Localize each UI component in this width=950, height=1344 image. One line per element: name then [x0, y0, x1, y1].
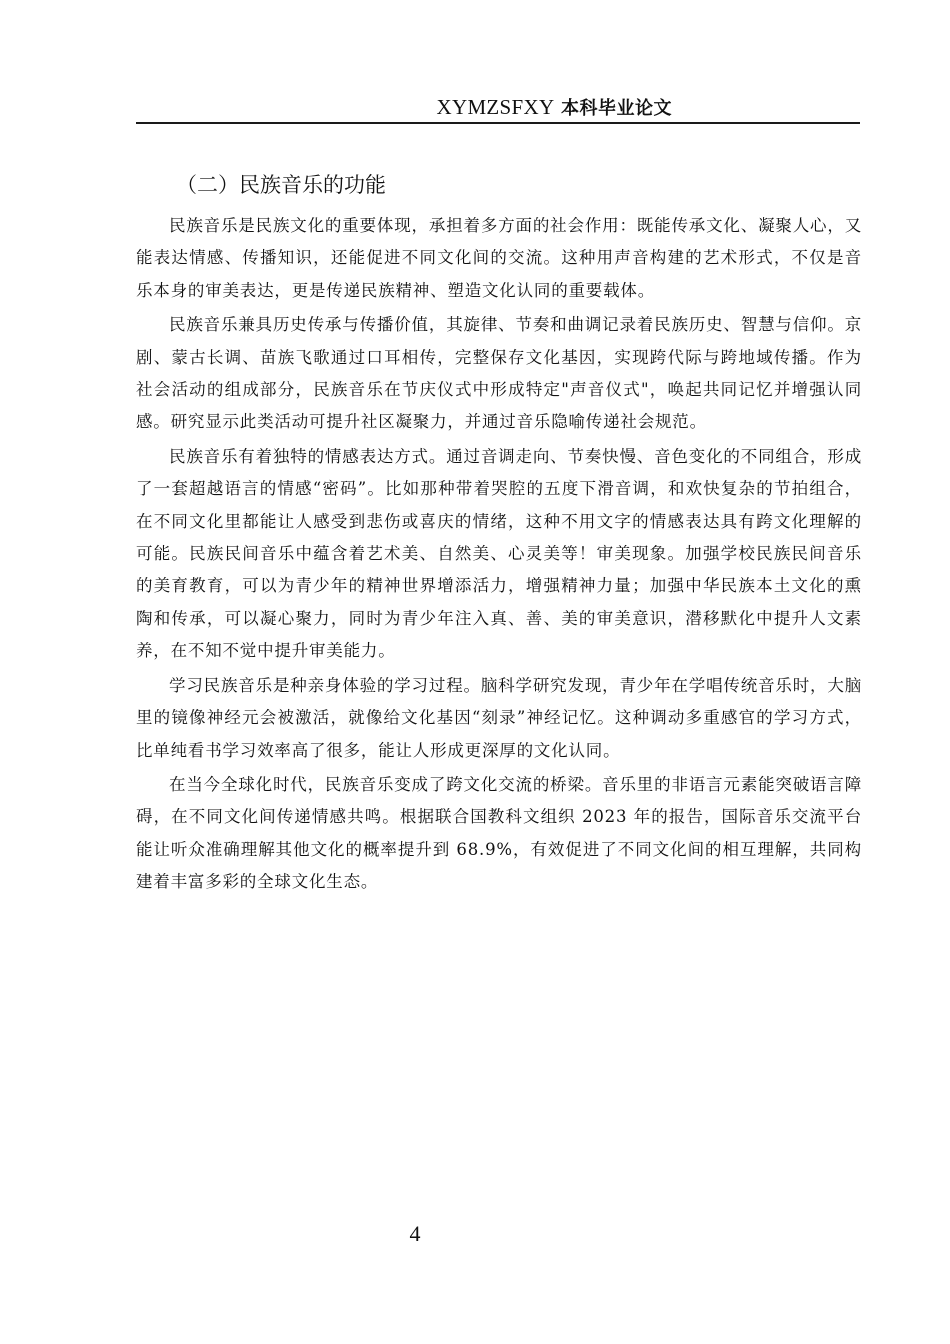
paragraph: 在当今全球化时代，民族音乐变成了跨文化交流的桥梁。音乐里的非语言元素能突破语言障碍，在不同文化间传递情感共鸣。根据联合国教科文组织 2023 年的报告，国际音乐交流平台能让听众准确理解其他文化的概率提升到 68.9%，有效促进了不同文化间的相互理解，共同构建着丰富多彩的全球文化生态。: [136, 774, 862, 892]
section-heading: （二）民族音乐的功能: [176, 173, 386, 197]
paragraph: 民族音乐有着独特的情感表达方式。通过音调走向、节奏快慢、音色变化的不同组合，形成了一套超越语言的情感“密码”。比如那种带着哭腔的五度下滑音调，和欢快复杂的节拍组合，在不同文化里都能让人感受到悲伤或喜庆的情绪，这种不用文字的情感表达具有跨文化理解的可能。民族民间音乐中蕴含着艺术美、自然美、心灵美等！审美现象。加强学校民族民间音乐的美育教育，可以为青少年的精神世界增添活力，增强精神力量；加强中华民族本土文化的熏陶和传承，可以凝心聚力，同时为青少年注入真、善、美的审美意识，潜移默化中提升人文素养，在不知不觉中提升审美能力。: [136, 446, 862, 661]
paragraph: 民族音乐是民族文化的重要体现，承担着多方面的社会作用：既能传承文化、凝聚人心，又能表达情感、传播知识，还能促进不同文化间的交流。这种用声音构建的艺术形式，不仅是音乐本身的审美表达，更是传递民族精神、塑造文化认同的重要载体。: [136, 216, 862, 300]
header-school-code: XYMZSFXY: [436, 95, 555, 119]
page-number: 4: [409, 1221, 421, 1246]
body-text: [136, 210, 862, 901]
header-thesis-label: 本科毕业论文: [561, 98, 672, 119]
page-header: [136, 92, 860, 124]
paragraph: 民族音乐兼具历史传承与传播价值，其旋律、节奏和曲调记录着民族历史、智慧与信仰。京剧、蒙古长调、苗族飞歌通过口耳相传，完整保存文化基因，实现跨代际与跨地域传播。作为社会活动的组成部分，民族音乐在节庆仪式中形成特定"声音仪式"，唤起共同记忆并增强认同感。研究显示此类活动可提升社区凝聚力，并通过音乐隐喻传递社会规范。: [136, 315, 862, 432]
paragraph: 学习民族音乐是种亲身体验的学习过程。脑科学研究发现，青少年在学唱传统音乐时，大脑里的镜像神经元会被激活，就像给文化基因“刻录”神经记忆。这种调动多重感官的学习方式，比单纯看书学习效率高了很多，能让人形成更深厚的文化认同。: [136, 675, 862, 760]
header-title: [437, 94, 672, 120]
